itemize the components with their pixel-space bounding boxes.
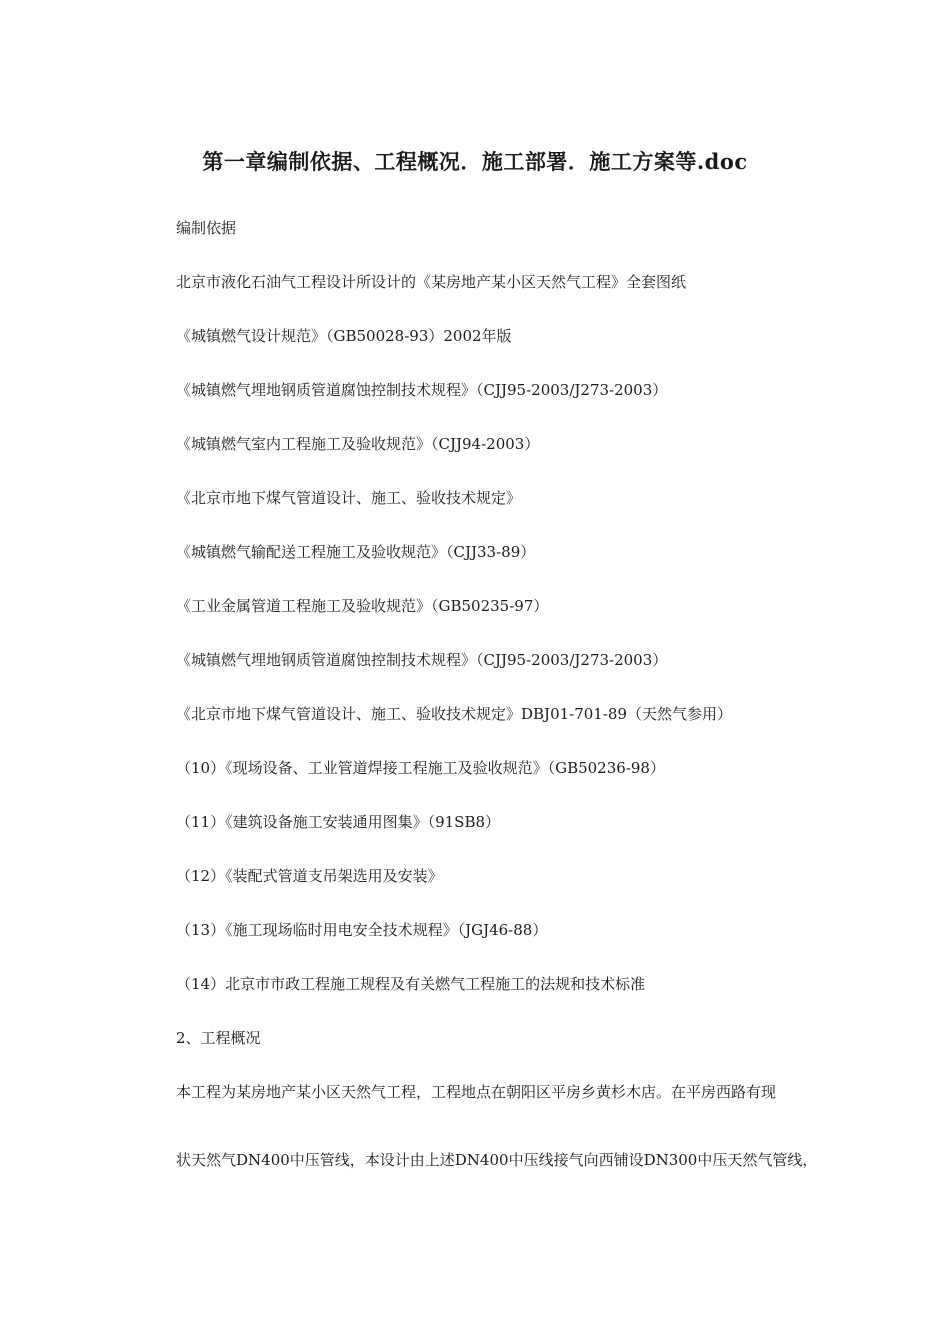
document-title: 第一章编制依据、工程概况．施工部署．施工方案等.doc xyxy=(202,149,748,174)
paragraph: 《城镇燃气埋地钢质管道腐蚀控制技术规程》（CJJ95-2003/J273-2003） xyxy=(176,381,668,399)
paragraph: （13）《施工现场临时用电安全技术规程》（JGJ46-88） xyxy=(176,921,548,939)
paragraph: 状天然气DN400中压管线，本设计由上述DN400中压线接气向西铺设DN300中压天然气管线， xyxy=(176,1151,818,1169)
paragraph: 《北京市地下煤气管道设计、施工、验收技术规定》 xyxy=(176,489,522,507)
paragraph: （14）北京市市政工程施工规程及有关燃气工程施工的法规和技术标准 xyxy=(176,975,646,993)
section-heading-overview: 2、工程概况 xyxy=(176,1029,261,1047)
paragraph: （12）《装配式管道支吊架选用及安装》 xyxy=(176,867,443,885)
paragraph: 《城镇燃气输配送工程施工及验收规范》（CJJ33-89） xyxy=(176,543,536,561)
paragraph: （10）《现场设备、工业管道焊接工程施工及验收规范》（GB50236-98） xyxy=(176,759,665,777)
paragraph: （11）《建筑设备施工安装通用图集》（91SB8） xyxy=(176,813,501,831)
paragraph: 《城镇燃气埋地钢质管道腐蚀控制技术规程》（CJJ95-2003/J273-2003） xyxy=(176,651,668,669)
paragraph: 北京市液化石油气工程设计所设计的《某房地产某小区天然气工程》全套图纸 xyxy=(176,273,687,291)
section-heading-basis: 编制依据 xyxy=(176,219,237,237)
paragraph: 《城镇燃气室内工程施工及验收规范》（CJJ94-2003） xyxy=(176,435,540,453)
paragraph: 《城镇燃气设计规范》（GB50028-93）2002年版 xyxy=(176,327,512,345)
paragraph: 本工程为某房地产某小区天然气工程，工程地点在朝阳区平房乡黄杉木店。在平房西路有现 xyxy=(176,1083,777,1101)
paragraph: 《工业金属管道工程施工及验收规范》（GB50235-97） xyxy=(176,597,549,615)
paragraph: 《北京市地下煤气管道设计、施工、验收技术规定》DBJ01-701-89（天然气参用） xyxy=(176,705,733,723)
